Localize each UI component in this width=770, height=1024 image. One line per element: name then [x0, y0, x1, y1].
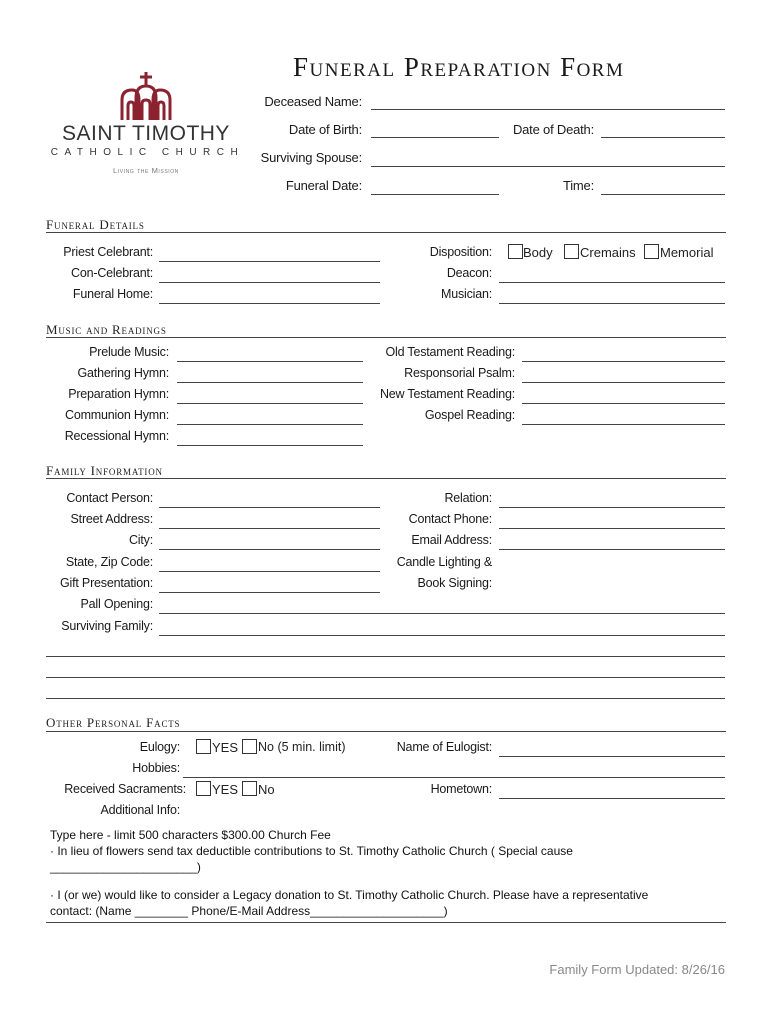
hobbies-field[interactable] — [183, 777, 725, 778]
section-divider — [46, 337, 726, 338]
relation-label: Relation: — [444, 491, 492, 505]
surviving-family-label: Surviving Family: — [61, 619, 153, 633]
communion-hymn-label: Communion Hymn: — [65, 408, 169, 422]
musician-label: Musician: — [441, 287, 492, 301]
funeral-home-field[interactable] — [159, 303, 380, 304]
time-field[interactable] — [601, 194, 725, 195]
contact-phone-field[interactable] — [499, 528, 725, 529]
form-footer: Family Form Updated: 8/26/16 — [549, 962, 725, 977]
eulogy-no-checkbox[interactable] — [242, 739, 257, 754]
contact-phone-label: Contact Phone: — [408, 512, 492, 526]
old-testament-field[interactable] — [522, 361, 725, 362]
deceased-name-label: Deceased Name: — [264, 94, 362, 109]
section-divider — [46, 478, 726, 479]
logo-subtitle: CATHOLIC CHURCH — [50, 147, 245, 158]
contact-person-label: Contact Person: — [66, 491, 153, 505]
preparation-hymn-label: Preparation Hymn: — [68, 387, 169, 401]
name-of-eulogist-field[interactable] — [499, 756, 725, 757]
time-label: Time: — [562, 178, 594, 193]
book-signing-label: Book Signing: — [417, 576, 492, 590]
state-zip-label: State, Zip Code: — [65, 555, 153, 569]
sacraments-yes-checkbox[interactable] — [196, 781, 211, 796]
church-logo — [46, 70, 246, 180]
disposition-label: Disposition: — [429, 245, 492, 259]
surviving-spouse-field[interactable] — [371, 166, 725, 167]
other-personal-facts-heading: Other Personal Facts — [46, 715, 181, 730]
prelude-music-field[interactable] — [177, 361, 363, 362]
eulogy-no-label: No (5 min. limit) — [258, 740, 346, 754]
prelude-music-label: Prelude Music: — [89, 345, 169, 359]
cremains-option-label: Cremains — [580, 245, 636, 260]
relation-field[interactable] — [499, 507, 725, 508]
additional-info-textarea[interactable] — [46, 826, 726, 923]
gathering-hymn-field[interactable] — [177, 382, 363, 383]
body-checkbox[interactable] — [508, 244, 523, 259]
con-celebrant-label: Con-Celebrant: — [71, 266, 153, 280]
email-address-field[interactable] — [499, 549, 725, 550]
gospel-reading-field[interactable] — [522, 424, 725, 425]
email-address-label: Email Address: — [411, 533, 492, 547]
hometown-label: Hometown: — [430, 782, 492, 796]
family-information-heading: Family Information — [46, 463, 163, 478]
hobbies-label: Hobbies: — [132, 761, 180, 775]
recessional-hymn-field[interactable] — [177, 445, 363, 446]
street-address-label: Street Address: — [70, 512, 153, 526]
sacraments-no-label: No — [258, 782, 275, 797]
logo-tagline: Living the Mission — [113, 166, 179, 175]
cremains-checkbox[interactable] — [564, 244, 579, 259]
gift-presentation-label: Gift Presentation: — [60, 576, 153, 590]
eulogy-label: Eulogy: — [139, 740, 180, 754]
deacon-label: Deacon: — [446, 266, 492, 280]
new-testament-label: New Testament Reading: — [379, 387, 515, 401]
eulogy-yes-label: YES — [212, 740, 239, 755]
con-celebrant-field[interactable] — [159, 282, 380, 283]
note-line: · I (or we) would like to consider a Legacy donation to St. Timothy Catholic Church. Please have a representative — [50, 888, 649, 902]
note-line: contact: (Name ________ Phone/E-Mail Address____________________) — [50, 904, 448, 918]
responsorial-psalm-label: Responsorial Psalm: — [404, 366, 515, 380]
priest-celebrant-label: Priest Celebrant: — [63, 245, 153, 259]
gift-presentation-field[interactable] — [159, 592, 380, 593]
date-of-birth-field[interactable] — [371, 137, 499, 138]
section-divider — [46, 232, 726, 233]
gathering-hymn-label: Gathering Hymn: — [77, 366, 169, 380]
preparation-hymn-field[interactable] — [177, 403, 363, 404]
city-field[interactable] — [159, 549, 380, 550]
recessional-hymn-label: Recessional Hymn: — [64, 429, 169, 443]
musician-field[interactable] — [499, 303, 725, 304]
state-zip-field[interactable] — [159, 571, 380, 572]
surviving-spouse-label: Surviving Spouse: — [260, 150, 362, 165]
received-sacraments-label: Received Sacraments: — [64, 782, 186, 796]
contact-person-field[interactable] — [159, 507, 380, 508]
music-readings-heading: Music and Readings — [46, 322, 167, 337]
deacon-field[interactable] — [499, 282, 725, 283]
surviving-family-field[interactable] — [159, 635, 725, 636]
pall-opening-label: Pall Opening: — [80, 597, 153, 611]
extra-line[interactable] — [46, 656, 725, 657]
form-title: Funeral Preparation Form — [293, 52, 625, 82]
extra-line[interactable] — [46, 677, 725, 678]
sacraments-no-checkbox[interactable] — [242, 781, 257, 796]
section-divider — [46, 731, 726, 732]
name-of-eulogist-label: Name of Eulogist: — [396, 740, 492, 754]
hometown-field[interactable] — [499, 798, 725, 799]
sacraments-yes-label: YES — [212, 782, 239, 797]
date-of-birth-label: Date of Birth: — [288, 122, 362, 137]
funeral-date-field[interactable] — [371, 194, 499, 195]
note-line: Type here - limit 500 characters $300.00 Church Fee — [50, 828, 331, 842]
note-line: · In lieu of flowers send tax deductible contributions to St. Timothy Catholic Church ( Special cause — [50, 844, 573, 858]
deceased-name-field[interactable] — [371, 109, 725, 110]
body-option-label: Body — [523, 245, 553, 260]
funeral-details-heading: Funeral Details — [46, 217, 145, 232]
memorial-option-label: Memorial — [660, 245, 714, 260]
responsorial-psalm-field[interactable] — [522, 382, 725, 383]
new-testament-field[interactable] — [522, 403, 725, 404]
memorial-checkbox[interactable] — [644, 244, 659, 259]
candle-lighting-label: Candle Lighting & — [396, 555, 492, 569]
gospel-reading-label: Gospel Reading: — [424, 408, 515, 422]
note-line: ______________________) — [50, 860, 201, 874]
communion-hymn-field[interactable] — [177, 424, 363, 425]
old-testament-label: Old Testament Reading: — [385, 345, 515, 359]
city-label: City: — [128, 533, 153, 547]
additional-info-label: Additional Info: — [100, 803, 180, 817]
pall-opening-field[interactable] — [159, 613, 725, 614]
church-emblem-icon — [46, 70, 246, 130]
logo-name: SAINT TIMOTHY — [62, 122, 230, 145]
eulogy-yes-checkbox[interactable] — [196, 739, 211, 754]
funeral-date-label: Funeral Date: — [285, 178, 362, 193]
date-of-death-field[interactable] — [601, 137, 725, 138]
extra-line[interactable] — [46, 698, 725, 699]
date-of-death-label: Date of Death: — [512, 122, 594, 137]
priest-celebrant-field[interactable] — [159, 261, 380, 262]
street-address-field[interactable] — [159, 528, 380, 529]
funeral-home-label: Funeral Home: — [72, 287, 153, 301]
